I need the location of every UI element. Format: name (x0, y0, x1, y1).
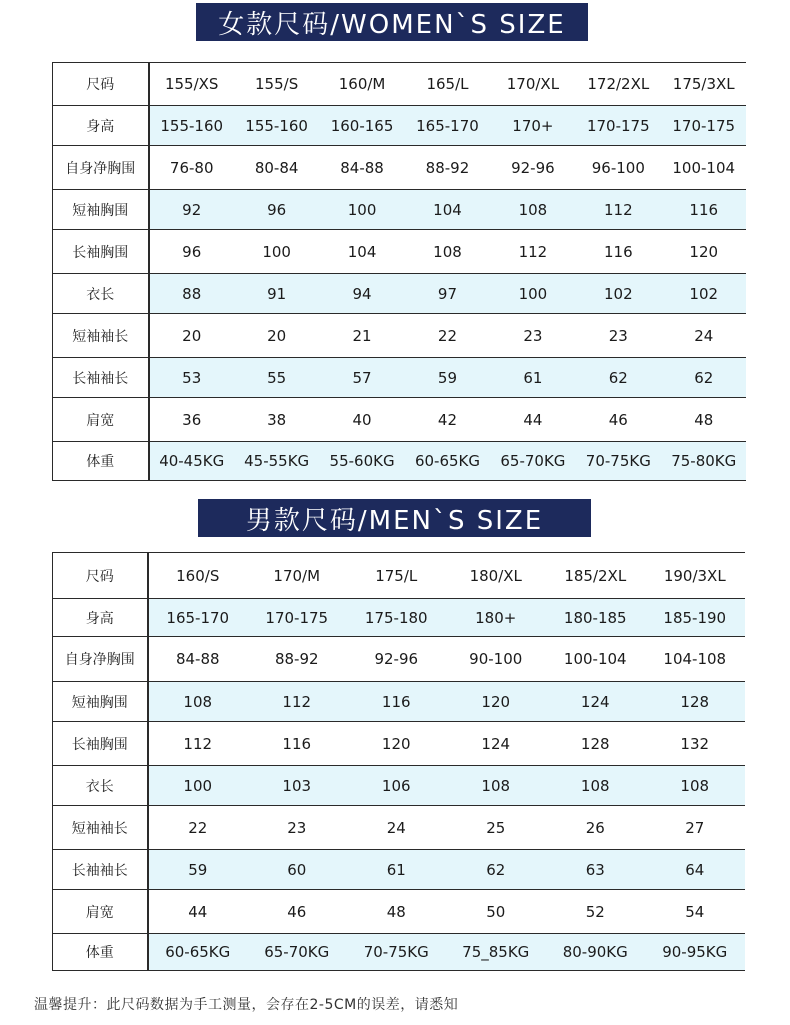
table-cell: 170+ (490, 106, 575, 146)
table-cell: 190/3XL (645, 553, 745, 599)
table-cell: 57 (319, 358, 404, 398)
table-cell: 25 (446, 806, 546, 850)
table-cell: 90-95KG (645, 934, 745, 971)
row-label: 长袖袖长 (53, 850, 148, 890)
table-cell: 23 (247, 806, 347, 850)
table-row (53, 230, 747, 274)
table-cell: 102 (661, 274, 746, 314)
table-cell: 80-84 (234, 146, 319, 190)
table-row (53, 599, 745, 637)
table-cell: 22 (405, 314, 490, 358)
table-cell: 104-108 (645, 637, 745, 682)
row-label: 衣长 (53, 274, 149, 314)
table-cell: 170-175 (576, 106, 661, 146)
table-cell: 120 (446, 682, 546, 722)
table-row (53, 106, 747, 146)
table-cell: 165/L (405, 63, 490, 106)
table-cell: 38 (234, 398, 319, 442)
table-row (53, 190, 747, 230)
table-cell: 44 (490, 398, 575, 442)
table-cell: 112 (490, 230, 575, 274)
table-cell: 124 (546, 682, 646, 722)
table-header-row (53, 553, 745, 599)
table-cell: 90-100 (446, 637, 546, 682)
table-cell: 116 (247, 722, 347, 766)
table-cell: 112 (576, 190, 661, 230)
row-label: 尺码 (53, 553, 148, 599)
table-row (53, 682, 745, 722)
table-cell: 92 (149, 190, 234, 230)
table-cell: 75-80KG (661, 442, 746, 481)
row-label: 短袖胸围 (53, 190, 149, 230)
table-cell: 170/M (247, 553, 347, 599)
table-cell: 180/XL (446, 553, 546, 599)
table-cell: 103 (247, 766, 347, 806)
table-header-row (53, 63, 747, 106)
table-row (53, 637, 745, 682)
table-cell: 116 (347, 682, 447, 722)
table-cell: 55 (234, 358, 319, 398)
table-cell: 108 (490, 190, 575, 230)
table-cell: 40-45KG (149, 442, 234, 481)
table-cell: 172/2XL (576, 63, 661, 106)
table-cell: 88-92 (405, 146, 490, 190)
table-cell: 84-88 (148, 637, 248, 682)
table-cell: 175/L (347, 553, 447, 599)
men-size-banner (198, 499, 591, 537)
row-label: 自身净胸围 (53, 146, 149, 190)
table-cell: 100 (148, 766, 248, 806)
table-cell: 45-55KG (234, 442, 319, 481)
table-cell: 46 (247, 890, 347, 934)
table-cell: 96 (234, 190, 319, 230)
table-row (53, 890, 745, 934)
table-cell: 88-92 (247, 637, 347, 682)
table-cell: 106 (347, 766, 447, 806)
table-cell: 20 (234, 314, 319, 358)
table-cell: 116 (661, 190, 746, 230)
table-cell: 100-104 (661, 146, 746, 190)
table-cell: 170-175 (247, 599, 347, 637)
table-cell: 53 (149, 358, 234, 398)
table-row (53, 398, 747, 442)
women-size-table (52, 62, 746, 481)
table-cell: 62 (576, 358, 661, 398)
table-cell: 96-100 (576, 146, 661, 190)
row-label: 长袖胸围 (53, 722, 148, 766)
table-cell: 55-60KG (319, 442, 404, 481)
row-label: 身高 (53, 106, 149, 146)
table-cell: 175/3XL (661, 63, 746, 106)
table-cell: 48 (347, 890, 447, 934)
row-label: 长袖胸围 (53, 230, 149, 274)
table-cell: 50 (446, 890, 546, 934)
table-cell: 185-190 (645, 599, 745, 637)
table-cell: 128 (645, 682, 745, 722)
table-cell: 165-170 (405, 106, 490, 146)
table-cell: 180+ (446, 599, 546, 637)
table-cell: 52 (546, 890, 646, 934)
table-cell: 59 (148, 850, 248, 890)
table-cell: 155/S (234, 63, 319, 106)
table-cell: 36 (149, 398, 234, 442)
table-cell: 65-70KG (247, 934, 347, 971)
table-cell: 116 (576, 230, 661, 274)
women-size-banner (196, 3, 588, 41)
table-cell: 120 (347, 722, 447, 766)
table-cell: 160/S (148, 553, 248, 599)
row-label: 衣长 (53, 766, 148, 806)
table-row (53, 358, 747, 398)
table-cell: 48 (661, 398, 746, 442)
table-row (53, 314, 747, 358)
table-cell: 175-180 (347, 599, 447, 637)
table-cell: 170-175 (661, 106, 746, 146)
row-label: 体重 (53, 934, 148, 971)
table-cell: 75_85KG (446, 934, 546, 971)
table-cell: 24 (661, 314, 746, 358)
table-cell: 112 (247, 682, 347, 722)
table-cell: 108 (645, 766, 745, 806)
table-cell: 54 (645, 890, 745, 934)
table-cell: 26 (546, 806, 646, 850)
row-label: 身高 (53, 599, 148, 637)
table-row (53, 274, 747, 314)
table-cell: 59 (405, 358, 490, 398)
table-cell: 92-96 (347, 637, 447, 682)
women-size-title: 女款尺码/WOMEN`S SIZE (218, 9, 566, 40)
table-cell: 100-104 (546, 637, 646, 682)
table-cell: 97 (405, 274, 490, 314)
table-cell: 21 (319, 314, 404, 358)
table-cell: 160/M (319, 63, 404, 106)
table-cell: 160-165 (319, 106, 404, 146)
table-cell: 108 (446, 766, 546, 806)
row-label: 短袖袖长 (53, 806, 148, 850)
table-cell: 70-75KG (347, 934, 447, 971)
table-cell: 120 (661, 230, 746, 274)
table-cell: 23 (576, 314, 661, 358)
row-label: 尺码 (53, 63, 149, 106)
table-row (53, 442, 747, 481)
table-cell: 155-160 (234, 106, 319, 146)
table-cell: 27 (645, 806, 745, 850)
table-cell: 112 (148, 722, 248, 766)
table-cell: 100 (234, 230, 319, 274)
table-cell: 70-75KG (576, 442, 661, 481)
table-cell: 104 (405, 190, 490, 230)
table-cell: 63 (546, 850, 646, 890)
table-cell: 180-185 (546, 599, 646, 637)
table-cell: 80-90KG (546, 934, 646, 971)
table-cell: 108 (148, 682, 248, 722)
table-cell: 155/XS (149, 63, 234, 106)
table-cell: 132 (645, 722, 745, 766)
table-cell: 42 (405, 398, 490, 442)
table-cell: 170/XL (490, 63, 575, 106)
table-cell: 108 (405, 230, 490, 274)
table-cell: 20 (149, 314, 234, 358)
table-cell: 24 (347, 806, 447, 850)
table-cell: 128 (546, 722, 646, 766)
table-cell: 46 (576, 398, 661, 442)
table-cell: 104 (319, 230, 404, 274)
table-cell: 60-65KG (148, 934, 248, 971)
table-cell: 96 (149, 230, 234, 274)
table-cell: 84-88 (319, 146, 404, 190)
table-cell: 44 (148, 890, 248, 934)
row-label: 肩宽 (53, 890, 148, 934)
table-row (53, 766, 745, 806)
table-cell: 155-160 (149, 106, 234, 146)
table-cell: 76-80 (149, 146, 234, 190)
table-cell: 40 (319, 398, 404, 442)
table-cell: 61 (490, 358, 575, 398)
table-row (53, 934, 745, 971)
table-row (53, 722, 745, 766)
table-cell: 61 (347, 850, 447, 890)
table-cell: 102 (576, 274, 661, 314)
table-cell: 60 (247, 850, 347, 890)
table-cell: 62 (446, 850, 546, 890)
measurement-note: 温馨提升：此尺码数据为手工测量，会存在2-5CM的误差，请悉知 (34, 997, 459, 1013)
men-size-table (52, 552, 745, 971)
table-cell: 64 (645, 850, 745, 890)
table-cell: 124 (446, 722, 546, 766)
table-row (53, 850, 745, 890)
table-cell: 100 (319, 190, 404, 230)
row-label: 体重 (53, 442, 149, 481)
table-cell: 185/2XL (546, 553, 646, 599)
table-cell: 22 (148, 806, 248, 850)
table-row (53, 146, 747, 190)
row-label: 自身净胸围 (53, 637, 148, 682)
table-cell: 23 (490, 314, 575, 358)
table-cell: 65-70KG (490, 442, 575, 481)
row-label: 短袖袖长 (53, 314, 149, 358)
row-label: 长袖袖长 (53, 358, 149, 398)
table-cell: 91 (234, 274, 319, 314)
table-cell: 62 (661, 358, 746, 398)
men-size-title: 男款尺码/MEN`S SIZE (245, 505, 544, 536)
row-label: 短袖胸围 (53, 682, 148, 722)
table-cell: 60-65KG (405, 442, 490, 481)
table-cell: 165-170 (148, 599, 248, 637)
table-cell: 100 (490, 274, 575, 314)
table-row (53, 806, 745, 850)
table-cell: 88 (149, 274, 234, 314)
table-cell: 92-96 (490, 146, 575, 190)
table-cell: 94 (319, 274, 404, 314)
table-cell: 108 (546, 766, 646, 806)
row-label: 肩宽 (53, 398, 149, 442)
